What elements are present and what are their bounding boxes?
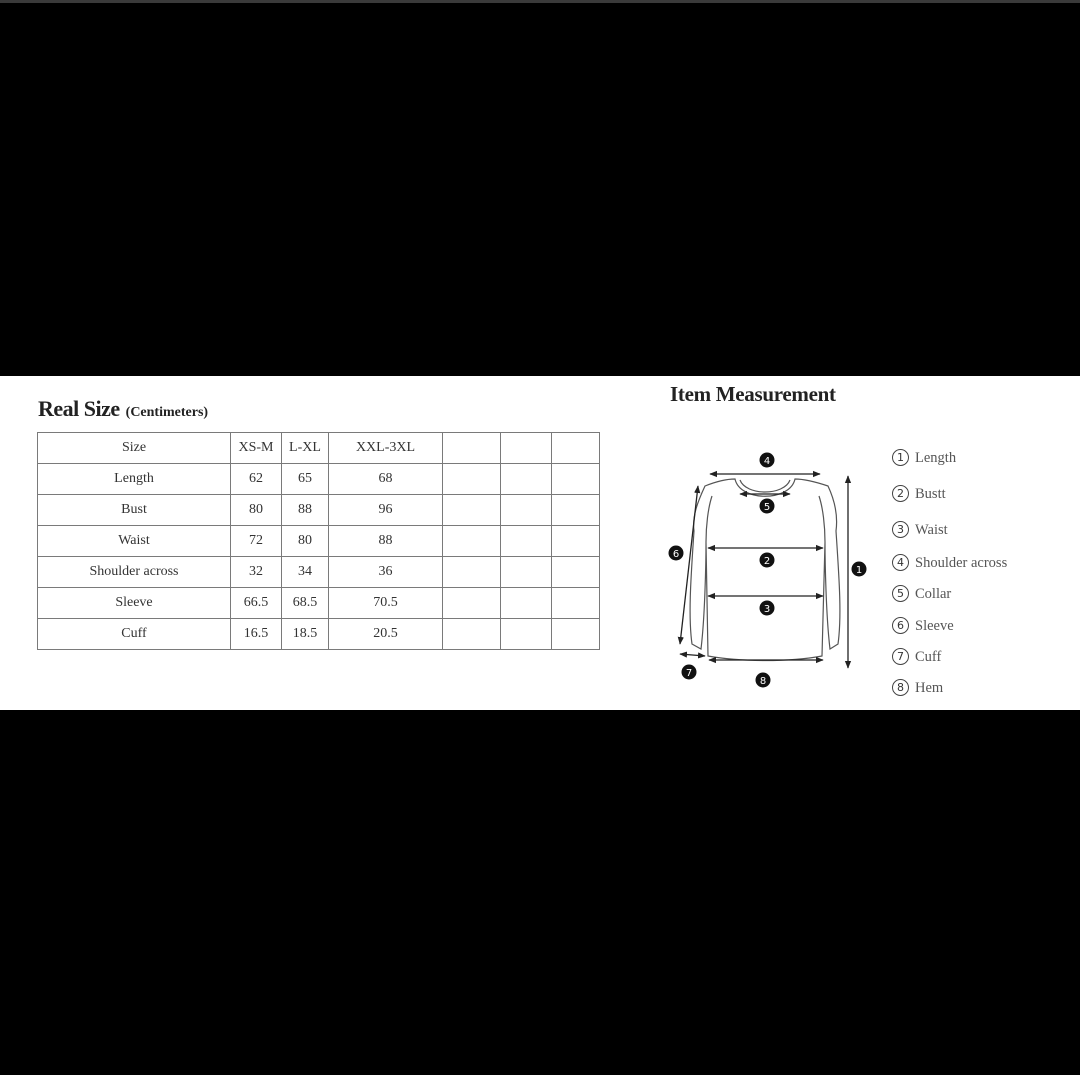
legend-number: 8 (892, 679, 909, 696)
column-header (501, 433, 552, 464)
legend-label: Cuff (915, 649, 942, 665)
table-header-row (38, 433, 600, 464)
marker-length (852, 562, 867, 577)
legend-item-shoulder (892, 554, 1007, 572)
table-cell (501, 588, 552, 619)
table-row (38, 495, 600, 526)
table-cell: 70.5 (329, 588, 443, 619)
table-cell (552, 619, 600, 650)
table-cell: 88 (282, 495, 329, 526)
table-cell (552, 557, 600, 588)
row-label: Length (38, 464, 231, 495)
table-cell: 96 (329, 495, 443, 526)
table-cell: 32 (231, 557, 282, 588)
legend-number: 4 (892, 554, 909, 571)
marker-hem (756, 673, 771, 688)
table-cell: 20.5 (329, 619, 443, 650)
table-cell (501, 495, 552, 526)
table-row (38, 526, 600, 557)
marker-number: 7 (685, 668, 693, 679)
column-header (552, 433, 600, 464)
legend-number: 3 (892, 521, 909, 538)
table-cell: 65 (282, 464, 329, 495)
marker-number: 3 (763, 604, 771, 615)
legend-label: Waist (915, 522, 948, 538)
size-chart-heading (38, 396, 208, 422)
size-chart-card (0, 376, 1080, 710)
table-cell (443, 464, 501, 495)
legend-number: 1 (892, 449, 909, 466)
marker-waist (760, 601, 775, 616)
table-cell (443, 495, 501, 526)
table-cell: 36 (329, 557, 443, 588)
table-cell: 80 (231, 495, 282, 526)
marker-cuff (682, 665, 697, 680)
table-cell: 72 (231, 526, 282, 557)
table-row (38, 619, 600, 650)
top-edge (0, 0, 1080, 3)
size-chart-title: Real Size (38, 396, 120, 421)
marker-sleeve (669, 546, 684, 561)
legend-label: Length (915, 450, 957, 466)
column-header: Size (38, 433, 231, 464)
table-cell: 16.5 (231, 619, 282, 650)
marker-number: 8 (759, 676, 767, 687)
table-cell (501, 557, 552, 588)
legend-item-hem (892, 679, 943, 697)
legend-item-cuff (892, 648, 941, 666)
marker-number: 4 (763, 456, 771, 467)
marker-shoulder (760, 453, 775, 468)
table-cell (501, 526, 552, 557)
legend-label: Hem (915, 680, 944, 696)
marker-number: 1 (855, 565, 863, 576)
legend-number: 2 (892, 485, 909, 502)
legend-item-length (892, 449, 956, 467)
legend-number: 7 (892, 648, 909, 665)
table-cell (501, 619, 552, 650)
table-cell: 68.5 (282, 588, 329, 619)
column-header: XXL-3XL (329, 433, 443, 464)
marker-number: 5 (763, 502, 771, 513)
table-cell: 34 (282, 557, 329, 588)
table-cell (552, 526, 600, 557)
legend-number: 5 (892, 585, 909, 602)
table-row (38, 557, 600, 588)
row-label: Waist (38, 526, 231, 557)
table-cell (443, 557, 501, 588)
table-cell (443, 619, 501, 650)
table-cell (443, 526, 501, 557)
table-cell (443, 588, 501, 619)
marker-number: 2 (763, 556, 771, 567)
legend-item-collar (892, 585, 951, 603)
measurement-title: Item Measurement (670, 382, 836, 406)
shirt-measurement-diagram (660, 446, 875, 696)
column-header: L-XL (282, 433, 329, 464)
table-row (38, 464, 600, 495)
row-label: Bust (38, 495, 231, 526)
row-label: Sleeve (38, 588, 231, 619)
row-label: Shoulder across (38, 557, 231, 588)
legend-number: 6 (892, 617, 909, 634)
table-cell: 18.5 (282, 619, 329, 650)
legend-label: Sleeve (915, 618, 954, 634)
size-chart-unit: (Centimeters) (125, 405, 209, 420)
legend-label: Collar (915, 586, 952, 602)
legend-label: Bustt (915, 486, 946, 502)
table-cell (552, 588, 600, 619)
size-table (37, 432, 600, 650)
table-cell (552, 495, 600, 526)
legend-label: Shoulder across (915, 555, 1008, 571)
table-cell (501, 464, 552, 495)
marker-bust (760, 553, 775, 568)
legend-item-bust (892, 485, 946, 503)
marker-number: 6 (672, 549, 680, 560)
table-cell: 80 (282, 526, 329, 557)
table-cell (552, 464, 600, 495)
row-label: Cuff (38, 619, 231, 650)
column-header (443, 433, 501, 464)
legend-item-sleeve (892, 617, 954, 635)
legend-item-waist (892, 521, 948, 539)
table-cell: 88 (329, 526, 443, 557)
table-row (38, 588, 600, 619)
table-cell: 62 (231, 464, 282, 495)
table-cell: 66.5 (231, 588, 282, 619)
column-header: XS-M (231, 433, 282, 464)
table-cell: 68 (329, 464, 443, 495)
marker-collar (760, 499, 775, 514)
